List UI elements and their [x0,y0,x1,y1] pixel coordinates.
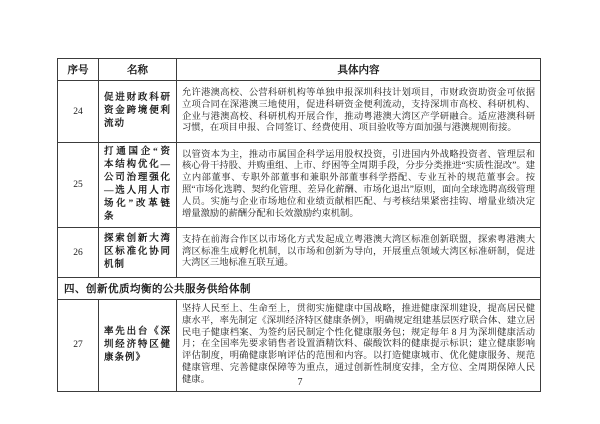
row-number: 24 [58,81,99,143]
table-row [58,143,541,228]
column-header-no: 序号 [58,59,99,81]
section-header-title: 四、创新优质均衡的公共服务供给体制 [58,278,541,300]
measure-content: 允许港澳高校、公营科研机构等单独申报深圳科技计划项目，市财政资助资金可依据立项合同在深港澳三地使用，促进科研资金便利流动，支持深圳市高校、科研机构、企业与港澳高校、科研机构开展合作，推动粤港澳大湾区产学研融合。适应港澳科研习惯，在项目申报、合同签订、经费使用、项目验收等方面加强与港澳规则衔接。 [177,81,541,143]
row-number: 27 [58,300,99,392]
measure-content: 以管资本为主，推动市属国企科学运用股权投资，引进国内外战略投资者、管理层和核心骨干持股、并购重组、上市、纾困等全周期手段，分步分类推进“实质性混改”。建立内部董事、专职外部董事和兼职外部董事科学搭配、专业互补的规范董事会。按照“市场化选聘、契约化管理、差异化薪酬、市场化退出”原则，面向全球选聘高级管理人员。实施与企业市场地位和业绩贡献相匹配、与考核结果紧密挂钩、增量业绩决定增量激励的薪酬分配和长效激励约束机制。 [177,143,541,228]
column-header-content: 具体内容 [177,59,541,81]
measure-content: 支持在前海合作区以市场化方式发起成立粤港澳大湾区标准创新联盟，探索粤港澳大湾区标准生成孵化机制，以市场和创新为导向，开展重点领域大湾区标准研制，促进大湾区三地标准互联互通。 [177,228,541,278]
table-header-row [58,59,541,81]
measure-name: 探索创新大湾区标准化协同机制 [99,228,177,278]
row-number: 26 [58,228,99,278]
measure-name: 打通国企“资本结构优化—公司治理强化—选人用人市场化”改革链条 [99,143,177,228]
measure-name: 促进财政科研资金跨境便利流动 [99,81,177,143]
policy-measures-table [57,58,541,392]
column-header-name: 名称 [99,59,177,81]
page-number: 7 [297,377,303,388]
row-number: 25 [58,143,99,228]
table-row [58,81,541,143]
measure-name: 率先出台《深圳经济特区健康条例》 [99,300,177,392]
table-row [58,228,541,278]
measure-content: 坚持人民至上、生命至上，贯彻实施健康中国战略，推进健康深圳建设，提高居民健康水平，率先制定《深圳经济特区健康条例》，明确规定组建基层医疗联合体、建立居民电子健康档案、为签约居民制定个性化健康服务包；规定每年 8 月为深圳健康活动月；在全国率先要求销售者设置酒精饮料、碳酸饮料的健康提示标识；建立健康影响评估制度，明确健康影响评估的范围和内容。以打造健康城市、优化健康服务、规范健康管理、完善健康保障等为重点，通过创新性制度安排，全方位、全周期保障人民健康。 [177,300,541,392]
section-header-row [58,278,541,300]
